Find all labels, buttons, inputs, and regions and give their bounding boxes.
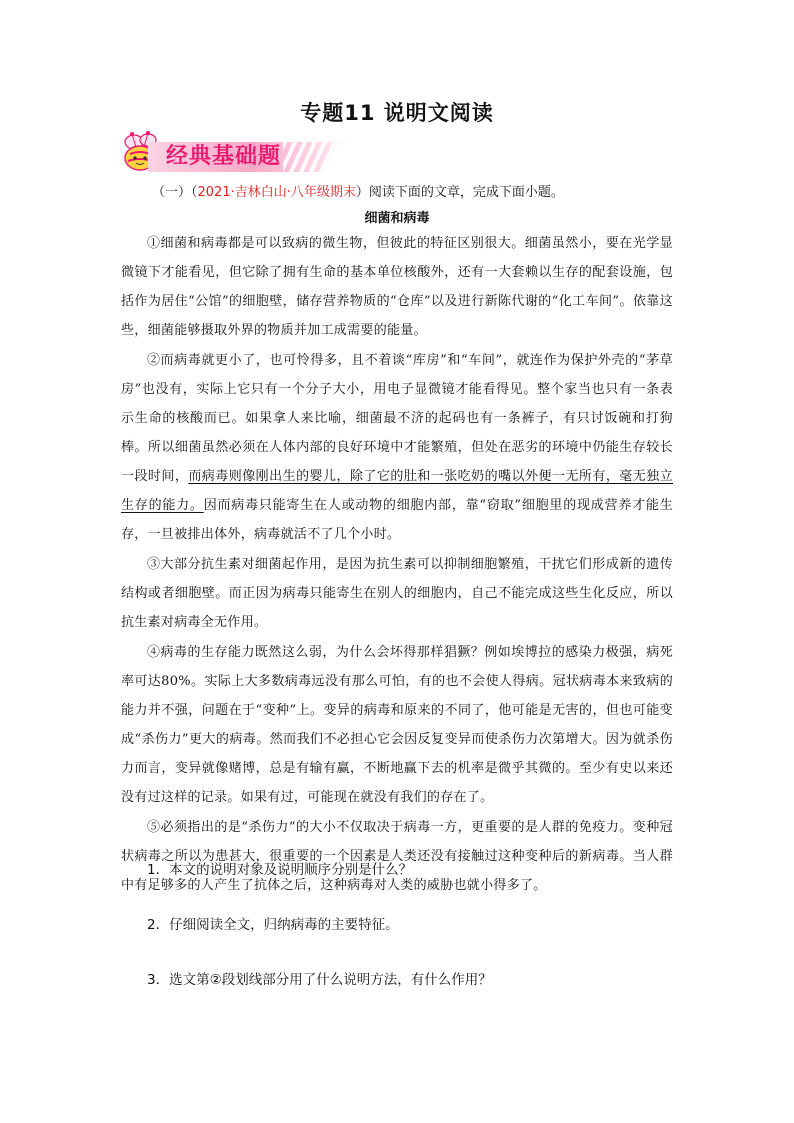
article-body (121, 229, 673, 901)
paragraph-2-part-b: 因而病毒只能寄生在人或动物的细胞内部，靠“窃取”细胞里的现成营养才能生存，一旦被排出体外，病毒就活不了几个小时。 (121, 498, 673, 542)
paragraph-3: ③大部分抗生素对细菌起作用，是因为抗生素可以抑制细胞繁殖，干扰它们形成新的遗传结构或者细胞壁。而正因为病毒只能寄生在别人的细胞内，自己不能完成这些生化反应，所以抗生素对病毒全无作用。 (121, 557, 673, 630)
intro-source: 2021·吉林白山·八年级期末 (197, 185, 356, 200)
page-title: 专题11 说明文阅读 (300, 101, 494, 125)
banner-stripes (283, 142, 338, 172)
intro-prefix: （一）（ (152, 185, 198, 200)
question-2: 2．仔细阅读全文，归纳病毒的主要特征。 (147, 917, 399, 933)
intro-suffix: ）阅读下面的文章，完成下面小题。 (355, 185, 564, 200)
question-3: 3．选文第②段划线部分用了什么说明方法，有什么作用？ (147, 972, 492, 988)
section-banner (118, 128, 348, 174)
paragraph-2-underlined: 而病毒则像刚出生的婴儿，除了它的肚和一张吃奶的嘴以外便一无所有，毫无独立生存的能力。 (121, 469, 673, 513)
paragraph-4: ④病毒的生存能力既然这么弱，为什么会坏得那样猖獗？例如埃博拉的感染力极强，病死率可达80%。实际上大多数病毒远没有那么可怕，有的也不会使人得病。冠状病毒本来致病的能力并不强，问题在于“变种”上。变异的病毒和原来的不同了，他可能是无害的，但也可能变成“杀伤力”更大的病毒。然而我们不必担心它会因反复变异而使杀伤力次第增大。因为就杀伤力而言，变异就像赌博，总是有输有赢，不断地赢下去的机率是微乎其微的。至少有史以来还没有过这样的记录。如果有过，可能现在就没有我们的存在了。 (121, 645, 673, 805)
paragraph-5: ⑤必须指出的是“杀伤力”的大小不仅取决于病毒一方，更重要的是人群的免疫力。变种冠状病毒之所以为患甚大，很重要的一个因素是人类还没有接触过这种变种后的新病毒。当人群中有足够多的人产生了抗体之后，这种病毒对人类的威胁也就小得多了。 (121, 820, 673, 893)
section-intro (152, 181, 564, 200)
paragraph-1: ①细菌和病毒都是可以致病的微生物，但彼此的特征区别很大。细菌虽然小，要在光学显微镜下才能看见，但它除了拥有生命的基本单位核酸外，还有一大套赖以生存的配套设施，包括作为居住“公馆”的细胞壁，储存营养物质的“仓库”以及进行新陈代谢的“化工车间”。依靠这些，细菌能够摄取外界的物质并加工成需要的能量。 (121, 236, 673, 338)
banner-label: 经典基础题 (166, 144, 282, 169)
question-1: 1．本文的说明对象及说明顺序分别是什么？ (147, 862, 413, 878)
article-title: 细菌和病毒 (364, 211, 430, 226)
paragraph-2-part-a: ②而病毒就更小了，也可怜得多，且不着谈“库房”和“车间”，就连作为保护外壳的“茅草房”也没有，实际上它只有一个分子大小，用电子显微镜才能看得见。整个家当也只有一条表示生命的核酸而已。如果拿人来比喻，细菌最不济的起码也有一条裤子，有只讨饭碗和打狗棒。所以细菌虽然必须在人体内部的良好环境中才能繁殖，但处在恶劣的环境中仍能生存较长一段时间， (121, 353, 673, 484)
paragraph-2 (121, 346, 673, 549)
